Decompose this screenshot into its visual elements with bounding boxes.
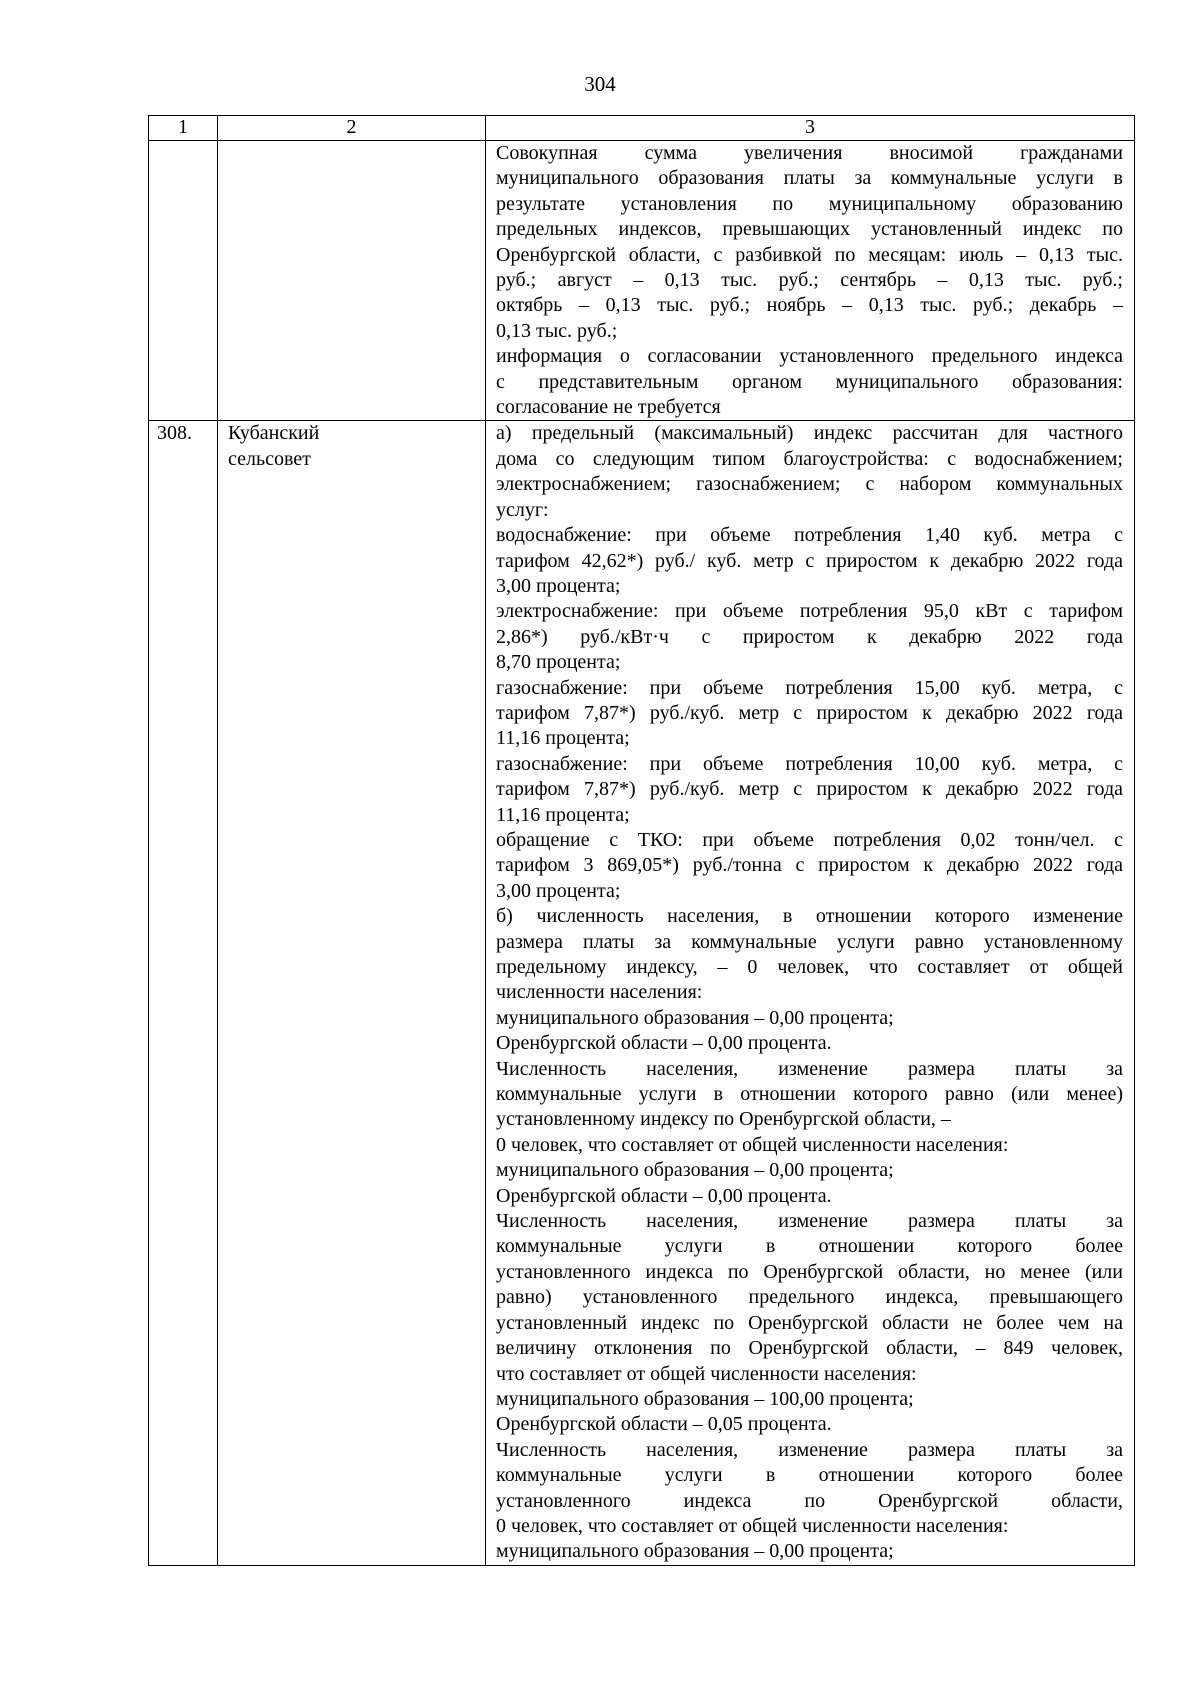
column-header-2: 2 — [218, 116, 486, 141]
text-line: размера платы за коммунальные услуги равно установленному — [496, 930, 1123, 953]
text-line: с представительным органом муниципального образования: — [496, 370, 1123, 393]
row-text-cell — [486, 421, 1135, 1565]
text-line: обращение с ТКО: при объеме потребления 0,02 тонн/чел. с — [496, 828, 1123, 851]
text-line: информация о согласовании установленного предельного индекса — [496, 345, 1123, 368]
row-name-line: Кубанский — [228, 422, 320, 445]
column-header-3: 3 — [486, 116, 1135, 141]
text-line: дома со следующим типом благоустройства: с водоснабжением; — [496, 447, 1123, 470]
text-line: тарифом 7,87*) руб./куб. метр с приростом к декабрю 2022 года — [496, 778, 1123, 801]
text-line: руб.; август – 0,13 тыс. руб.; сентябрь – 0,13 тыс. руб.; — [496, 269, 1123, 292]
text-line: тарифом 7,87*) руб./куб. метр с приростом к декабрю 2022 года — [496, 701, 1123, 724]
text-line: электроснабжением; газоснабжением; с набором коммунальных — [496, 473, 1123, 496]
text-line: тарифом 42,62*) руб./ куб. метр с приростом к декабрю 2022 года — [496, 549, 1123, 572]
text-line: установленному индексу по Оренбургской области, – — [496, 1108, 951, 1131]
text-line: коммунальные услуги в отношении которого более — [496, 1235, 1123, 1258]
text-line: водоснабжение: при объеме потребления 1,40 куб. метра с — [496, 524, 1123, 547]
document-table — [148, 115, 1135, 1566]
text-line: установленного индекса по Оренбургской области, но менее (или — [496, 1260, 1123, 1283]
row-number-cell: 308. — [149, 421, 218, 1565]
text-line: установленный индекс по Оренбургской области не более чем на — [496, 1311, 1123, 1334]
text-line: Численность населения, изменение размера платы за — [496, 1210, 1123, 1233]
row-text-cell — [486, 141, 1135, 421]
text-line: 11,16 процента; — [496, 727, 630, 750]
text-line: муниципального образования – 100,00 процента; — [496, 1387, 914, 1410]
text-line: согласование не требуется — [496, 396, 721, 419]
text-line: услуг: — [496, 498, 549, 521]
text-line: предельному индексу, – 0 человек, что составляет от общей — [496, 956, 1123, 978]
text-line: тарифом 3 869,05*) руб./тонна с приростом к декабрю 2022 года — [496, 854, 1123, 877]
row-name-cell — [218, 141, 486, 421]
column-header-1: 1 — [149, 116, 218, 141]
row-number-cell — [149, 141, 218, 421]
text-line: Оренбургской области – 0,00 процента. — [496, 1032, 832, 1055]
text-line: результате установления по муниципальному образованию — [496, 192, 1123, 215]
row-name-cell — [218, 421, 486, 1565]
text-line: численности населения: — [496, 981, 703, 1004]
text-line: величину отклонения по Оренбургской области, – 849 человек, — [496, 1337, 1123, 1360]
row-name-line: сельсовет — [228, 447, 311, 470]
text-line: муниципального образования – 0,00 процента; — [496, 1159, 894, 1182]
text-line: Оренбургской области, с разбивкой по месяцам: июль – 0,13 тыс. — [496, 243, 1123, 266]
text-line: Численность населения, изменение размера платы за — [496, 1438, 1123, 1461]
text-line: Оренбургской области – 0,05 процента. — [496, 1413, 832, 1436]
text-line: коммунальные услуги в отношении которого равно (или менее) — [496, 1083, 1123, 1106]
text-line: октябрь – 0,13 тыс. руб.; ноябрь – 0,13 тыс. руб.; декабрь – — [496, 294, 1123, 317]
text-line: муниципального образования платы за коммунальные услуги в — [496, 167, 1123, 190]
text-line: Оренбургской области – 0,00 процента. — [496, 1184, 832, 1207]
text-line: муниципального образования – 0,00 процента; — [496, 1540, 894, 1563]
text-line: 8,70 процента; — [496, 651, 621, 674]
table-row-308 — [149, 421, 1135, 1565]
text-line: муниципального образования – 0,00 процента; — [496, 1006, 894, 1029]
text-line: газоснабжение: при объеме потребления 15,00 куб. метра, с — [496, 676, 1123, 699]
text-line: Совокупная сумма увеличения вносимой гражданами — [496, 142, 1123, 164]
text-line: а) предельный (максимальный) индекс рассчитан для частного — [496, 422, 1123, 445]
text-line: 3,00 процента; — [496, 879, 621, 902]
text-line: что составляет от общей численности населения: — [496, 1362, 917, 1385]
text-line: равно) установленного предельного индекса, превышающего — [496, 1286, 1123, 1309]
text-line: установленного индекса по Оренбургской области, — [496, 1489, 1123, 1512]
text-line: 0,13 тыс. руб.; — [496, 319, 618, 342]
table-header-row — [149, 116, 1135, 141]
text-line: б) численность населения, в отношении которого изменение — [496, 905, 1123, 928]
text-line: 0 человек, что составляет от общей численности населения: — [496, 1133, 1009, 1156]
text-line: Численность населения, изменение размера платы за — [496, 1057, 1123, 1080]
text-line: 11,16 процента; — [496, 803, 630, 826]
page-number: 304 — [584, 72, 616, 96]
text-line: 0 человек, что составляет от общей численности населения: — [496, 1514, 1009, 1537]
table-row-continued — [149, 141, 1135, 421]
text-line: коммунальные услуги в отношении которого более — [496, 1464, 1123, 1487]
text-line: 2,86*) руб./кВт·ч с приростом к декабрю 2022 года — [496, 625, 1123, 648]
text-line: предельных индексов, превышающих установленный индекс по — [496, 218, 1123, 241]
text-line: газоснабжение: при объеме потребления 10,00 куб. метра, с — [496, 752, 1123, 775]
text-line: 3,00 процента; — [496, 574, 621, 597]
text-line: электроснабжение: при объеме потребления 95,0 кВт с тарифом — [496, 600, 1123, 623]
